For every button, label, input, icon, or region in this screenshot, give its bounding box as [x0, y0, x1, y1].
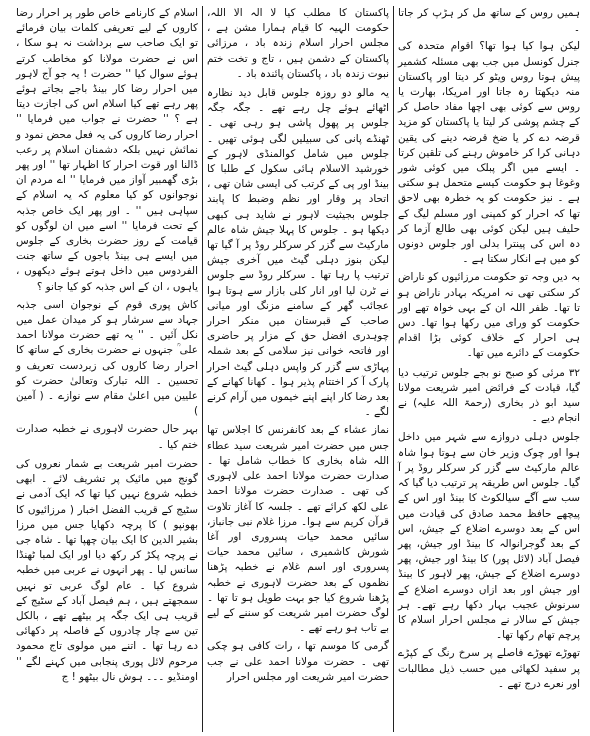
paragraph: اسلام کے کارنامے خاص طور پر احرار رضا کاروں کے لیے تعریفی کلمات بیان فرمائے تو ایک صاحب سے برداشت نہ ہو سکا ، اس نے حضرت مولانا کو مخاطب کرتے ہوئے سوال کیا '' حضرت ! یہ جو آج لاہور میں احرار رضا کار بینڈ باجے بجاتے ہوئے پھر رہے تھے کیا اسلام اس کی اجازت دیتا ہے ؟ '' حضرت نے جواب میں فرمایا '' احرار رضا کاروں کی یہ فعل محض نمود و نمائش نہیں بلکہ دشمنان اسلام پر رعب ڈالنا اور قوت احرار کا اظہار تھا '' اور پھر بڑی گھمبیر آواز میں فرمایا '' اے مردم ان نوجوانوں کو کیا معلوم کہ یہ اسلام کے سپاہی ہیں '' ۔ اور پھر ایک خاص جذبہ کے تحت فرمایا '' اسے میں ان لوگوں کو قیامت کے روز حضرت بخاری کے جلوس میں ایسے ہی بینڈ باجوں کے ساتھ جنت الفردوس میں داخل ہوتے ہوئے دیکھوں ، یاہوں ، ان کے اس جذبہ کو کیا جانو ؟	[16, 7, 198, 293]
column-left	[12, 6, 202, 732]
column-middle	[203, 6, 393, 732]
paragraph: ۳۲ مرئی کو صبح نو بجے جلوس ترتیب دیا گیا، قیادت کے فرائض امیر شریعت مولانا سید ابو ذر بخاری (رحمۃ اللہ علیہ) نے انجام دیے ۔	[398, 366, 580, 425]
paragraph: نماز عشاء کے بعد کانفرنس کا اجلاس تھا جس میں حضرت امیر شریعت سید عطاء اللہ شاہ بخاری کا خطاب شامل تھا ۔ صدارت حضرت مولانا احمد علی لاہوری کی تھی ۔ صدارت حضرت مولانا احمد علی لکھ کرائے تھے ۔ جلسہ کا آغاز تلاوت قرآن کریم سے ہوا۔ مرزا غلام نبی جانباز، سائیں محمد حیات پسروری اور آغا شورش کاشمیری ، سائیں محمد حیات پسروری اور اسم غلام نے خطبہ پڑھنا نظموں کے بعد حضرت لاہوری نے خطبہ پڑھنا شروع کیا جو بہت طویل ہو تا تھا ۔ لوگ حضرت امیر شریعت کو سننے کے لیے بے تاب ہو رہے تھے ۔	[207, 424, 389, 635]
paragraph: بہ دیں وجہ تو حکومت مرزائیوں کو ناراض کر سکتی تھی نہ امریکہ بہادر ناراض ہو تا تھا۔ ظفر اللہ ان کے بہی خواہ تھے اور حکومت کو ورای میں رکھا ہوا تھا۔ دس ہی احرار کے خلاف کوئی بڑا اقدام حکومت کے دائرے میں تھا۔	[398, 271, 580, 360]
paragraph: ہمیں روس کے ساتھ مل کر ہڑپ کر جاتا ۔	[398, 7, 580, 35]
paragraph: لیکن ہوا کیا ہوا تھا؟ اقوام متحدہ کی جنرل کونسل میں جب بھی مسئلہ کشمیر پیش ہوتا روس ویٹو کر دیتا اور پاکستان منہ دیکھتا رہ جاتا اور امریکا، بھارت یا روس سے کوئی بھی اچھا مفاد حاصل کر کے چشم پوشی کر لیتا یا پاکستان کو مزید قرضہ دے کر یا ضخ قرضہ دینے کی یقین دہانی کرا کر خاموش رہنے کی تلقین کرتا ۔ ایسے میں اگر پبلک میں کوئی شور وغوغا ہو حکومت کیسے متحمل ہو سکتی ہے ۔ نیز حکومت کو یہ خطرہ بھی لاحق تھا کہ احرار کو کمپنی اور مسلم لیگ کے حلیف ہیں لیکن کوئی بھی طالع آزما کر دہ اس کی پینترا بدلی اور جلوس دونوں کو میں ہے انکار سکتا ہے ۔	[398, 40, 580, 266]
paragraph: بہر حال حضرت لاہوری نے خطبہ صدارت ختم کیا ۔	[16, 423, 198, 451]
paragraph: حضرت امیر شریعت بے شمار نعروں کی گونج میں مائیک پر تشریف لائے ۔ ابھی خطبہ شروع نہیں کیا تھا کہ ایک آدمی نے سٹیج کے قریب الفضل اخبار ( مرزائیوں کا بھونپو ) کا پرچہ دکھایا جس میں مرزا بشیر الدین کا ایک بیان چھپا تھا ۔ شاہ جی نے پرچہ پکڑ کر رکھ دیا اور ایک لمبا ٹھنڈا سانس لیا ۔ پھر انہوں نے عربی میں خطبہ شروع کیا ۔ عام لوگ عربی تو نہیں سمجھتے ہیں ، ہم فیصل آباد کے سٹیج کے قریب ہی ایک جگہ پر بیٹھے تھے ، بالکل تین سے چار چادروں کے فاصلہ پر دکھائی دے رہا تھا ۔ اتنے میں مولوی تاج محمود مرحوم لائل پوری پنجابی میں کہنے لگے '' اومنڈیو ۔۔۔ ہوش نال بیٹھو ! ج	[16, 457, 198, 683]
paragraph: تھوڑے تھوڑے فاصلے پر سرخ رنگ کے کپڑے پر سفید لکھائی میں حسب ذیل مطالبات اور نعرے درج تھے ۔	[398, 647, 580, 690]
paragraph: کاش پوری قوم کے نوجوان اسی جذبہ جہاد سے سرشار ہو کر میدان عمل میں نکل آئیں ۔ '' یہ تھے حضرت مولانا احمد علی ؒ جنہوں نے حضرت بخاری کے ساتھ کا احرار رضا کاروں کی زبردست تعریف و تحسین ۔ اللہ تبارک وتعالیٰ حضرت کو علیین میں اعلیٰ مقام سے نوازے ۔ ( آمین )	[16, 298, 198, 418]
paragraph: جلوس دہلی دروازے سے شہر میں داخل ہوا اور چوک وزیر خان سے ہوتا ہوا شاہ عالم مارکیٹ سے گزر کر سرکلر روڈ پر آ گیا۔ جلوس اس طریقہ پر ترتیب دیا گیا کہ سب سے آگے سیالکوٹ کا بینڈ اور اس کے پیچھے حافظ محمد صادق کی قیادت میں اس کے بعد دوسرے اضلاع کے جیش، اس کے بعد گوجرانوالہ کا بینڈ اور جیش، پھر فیصل آباد (لائل پور) کا بینڈ اور جیش، پھر دوسرے اضلاع کے جیش، پھر لاہور کا بینڈ اور جیش اور بعد ازاں دوسرے اضلاع کے سرنوش عجیب بہار دکھا رہے تھے۔ ہر جیش کے سالار نے مجلس احرار اسلام کا پرچم تھام رکھا تھا۔	[398, 431, 580, 642]
column-right	[394, 6, 584, 732]
paragraph: یہ مالو دو روزہ جلوس قابل دید نظارہ اٹھائے ہوئے چل رہے تھے ۔ جگہ جگہ جلوس پر پھول پاشی ہو رہی تھی ۔ ٹھنڈے پانی کی سبیلیں لگی ہوئی تھیں ۔ جلوس میں شامل کوالمنڈی لاہور کے خورشید الاسلام ہائی سکول کے طلبا کا بینڈ اور پی کے کرتب کی ایسی شان تھی ، اتحاد پر وقار اور نظم وضبط کا پابند جلوس بجیثیت لاہور نے شاید ہی کبھی دیکھا ہو ۔ جلوس کا پہلا جیش شاہ عالم مارکیٹ سے گزر کر سرکلر روڈ پر آ گیا تھا لیکن بنوز دہلی گیٹ میں آخری جیش ترتیب پا رہا تھا ۔ سرکلر روڈ سے جلوس نے ٹرن لیا اور انار کلی بازار سے ہوتا ہوا عجائب گھر کے سامنے مزنگ اور میانی صاحب کے قبرستان میں منکر احرار چوہدری افضل حق کے مزار پر حاضری اور فاتحہ خوانی نیز سلامی کے بعد شملہ پہاڑی سے گزر کر واپس دہلی گیٹ احرار پارک آ کر اختتام پذیر ہوا ۔ کھانا کھانے کے بعد رضا کار اپنے اپنے خیموں میں آرام کرنے لگے ۔	[207, 87, 389, 419]
paragraph: گرمی کا موسم تھا ، رات کافی ہو چکی تھی ۔ حضرت مولانا احمد علی نے جب حضرت امیر شریعت اور مجلس احرار	[207, 640, 389, 683]
paragraph: پاکستان کا مطلب کیا لا الہ الا اللہ، حکومت الہیہ کا قیام ہمارا مشن ہے ، مجلس احرار اسلام زندہ باد ، مرزائی پاکستان کے دشمن ہیں ، تاج و تخت ختم نبوت زندہ باد ، پاکستان پائندہ باد ۔	[207, 7, 389, 80]
